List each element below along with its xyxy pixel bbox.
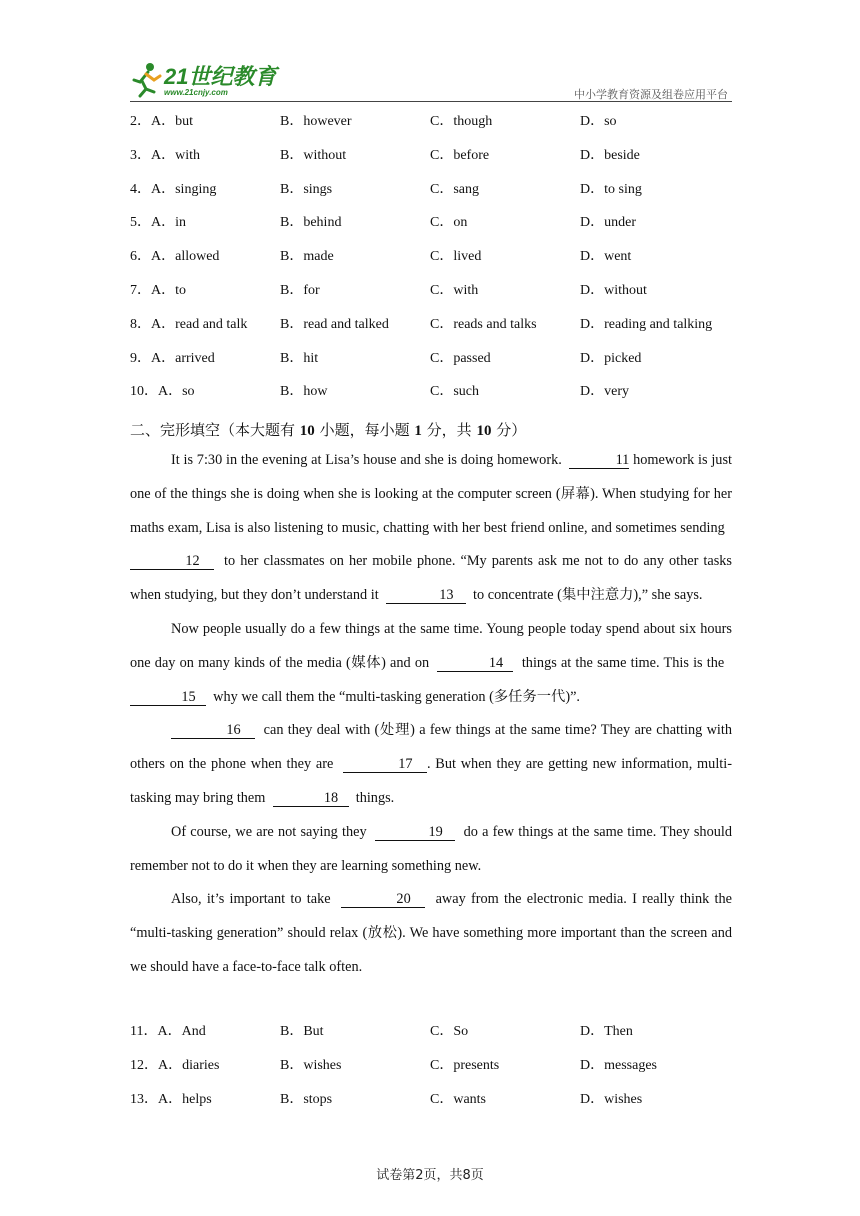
option-a[interactable] (130, 313, 247, 337)
blank-19[interactable]: 19 (375, 824, 455, 841)
option-c[interactable]: C．lived (430, 249, 482, 265)
question-number: 10． (130, 384, 158, 400)
option-c[interactable]: C．presents (430, 1057, 500, 1073)
option-a-text: A．with (151, 147, 200, 163)
question-row (130, 110, 740, 134)
blank-20[interactable]: 20 (341, 891, 425, 908)
option-d[interactable]: D．picked (580, 350, 642, 366)
option-a-text: A．but (151, 114, 193, 129)
option-d[interactable]: D．so (580, 114, 617, 129)
option-c[interactable]: C．So (430, 1024, 469, 1039)
question-row (130, 178, 740, 202)
question-number: 7． (130, 283, 151, 298)
logo-text: 21世纪教育 (164, 64, 277, 89)
blank-18[interactable]: 18 (273, 790, 349, 807)
question-row (130, 144, 740, 168)
option-d[interactable]: D．under (580, 215, 636, 231)
page-header (130, 62, 732, 102)
question-number: 9． (130, 350, 151, 366)
question-row (130, 211, 740, 235)
question-number: 3． (130, 147, 151, 163)
question-number: 11． (130, 1024, 158, 1039)
option-a[interactable] (130, 1054, 219, 1078)
option-a[interactable] (130, 380, 195, 404)
option-a[interactable] (130, 279, 186, 303)
blank-13[interactable]: 13 (386, 587, 466, 604)
question-number: 13． (130, 1091, 158, 1107)
option-c[interactable]: C．passed (430, 350, 491, 366)
runner-icon (130, 62, 164, 98)
question-number: 8． (130, 316, 151, 332)
paragraph-1: It is 7:30 in the evening at Lisa’s house and she is doing homework. 11 homework is just one of the things she is doing when she is looking at the computer screen (屏幕). When studying for her maths exam, Lisa is also listening to music, chatting with her best friend online, and sometimes sending 12 to her classmates on her mobile phone. “My parents ask me not to do any other tasks when studying, but they don’t understand it 13 to concentrate (集中注意力),” she says. (130, 452, 732, 604)
option-b[interactable]: B．how (280, 384, 328, 400)
option-c[interactable]: C．on (430, 215, 468, 231)
option-d[interactable]: D．reading and talking (580, 316, 713, 332)
option-a[interactable] (130, 1020, 206, 1044)
logo-url: www.21cnjy.com (164, 88, 228, 97)
option-b[interactable]: B．But (280, 1024, 324, 1039)
paragraph-4: Of course, we are not saying they 19 do a few things at the same time. They should remember not to do it when they are learning something new. (130, 823, 732, 874)
question-number: 2． (130, 114, 151, 129)
option-a[interactable] (130, 211, 186, 235)
option-b[interactable]: B．stops (280, 1091, 333, 1107)
option-a-text: A．so (158, 384, 195, 400)
question-row (130, 313, 740, 337)
option-d[interactable]: D．Then (580, 1024, 633, 1039)
logo (130, 62, 280, 100)
option-a-text: A．diaries (158, 1057, 220, 1073)
question-number: 12． (130, 1057, 158, 1073)
platform-label: 中小学教育资源及组卷应用平台 (574, 88, 728, 101)
option-b[interactable]: B．sings (280, 181, 333, 197)
option-b[interactable]: B．for (280, 283, 320, 298)
option-d[interactable]: D．without (580, 283, 647, 298)
paragraph-3: 16 can they deal with (处理) a few things at the same time? They are chatting with others on the phone when they are 17 . But when they are getting new information, multi-tasking may bring them 18 things. (130, 722, 732, 806)
question-row (130, 1088, 740, 1112)
question-number: 6． (130, 249, 151, 265)
option-c[interactable]: C．sang (430, 181, 479, 197)
option-c[interactable]: C．before (430, 147, 490, 163)
option-a-text: A．read and talk (151, 316, 248, 332)
blank-11[interactable]: 11 (569, 452, 629, 469)
option-b[interactable]: B．made (280, 249, 334, 265)
option-b[interactable]: B．without (280, 147, 347, 163)
paragraph-2: Now people usually do a few things at the same time. Young people today spend about six hours one day on many kinds of the media (媒体) and on 14 things at the same time. This is the 15 why we call them the “multi-tasking generation (多任务一代)”. (130, 620, 732, 705)
page-footer: 试卷第2页，共8页 (376, 1168, 484, 1183)
blank-15[interactable]: 15 (130, 689, 206, 706)
option-a[interactable] (130, 110, 193, 134)
blank-17[interactable]: 17 (343, 756, 427, 773)
option-b[interactable]: B．wishes (280, 1057, 342, 1073)
option-a[interactable] (130, 178, 216, 202)
option-a-text: A．to (151, 283, 186, 298)
cloze-passage (130, 444, 732, 985)
blank-14[interactable]: 14 (437, 655, 513, 672)
question-row (130, 347, 740, 371)
option-d[interactable]: D．beside (580, 147, 640, 163)
question-row (130, 279, 740, 303)
option-d[interactable]: D．very (580, 384, 629, 400)
option-c[interactable]: C．though (430, 114, 493, 129)
option-d[interactable]: D．to sing (580, 181, 642, 197)
option-a[interactable] (130, 347, 215, 371)
option-a-text: A．in (151, 215, 186, 231)
question-number: 4． (130, 181, 151, 197)
paragraph-5: Also, it’s important to take 20 away from the electronic media. I really think the “multi-tasking generation” should relax (放松). We have something more important than the screen and we should have a face-to-face talk often. (130, 891, 732, 975)
question-row (130, 1020, 740, 1044)
section-title: 二、完形填空（本大题有 10 小题，每小题 1 分，共 10 分） (130, 421, 527, 439)
option-a-text: A．singing (151, 181, 217, 197)
question-row (130, 245, 740, 269)
question-row (130, 1054, 740, 1078)
option-b[interactable]: B．read and talked (280, 316, 389, 332)
option-b[interactable]: B．hit (280, 350, 319, 366)
option-d[interactable]: D．messages (580, 1057, 657, 1073)
blank-12[interactable]: 12 (130, 553, 214, 570)
question-row (130, 380, 740, 404)
option-a-text: A．allowed (151, 249, 220, 265)
option-c[interactable]: C．wants (430, 1091, 486, 1107)
option-a-text: A．arrived (151, 350, 215, 366)
option-d[interactable]: D．wishes (580, 1091, 643, 1107)
header-divider (130, 101, 732, 102)
option-b[interactable]: B．however (280, 114, 352, 129)
question-number: 5． (130, 215, 151, 231)
option-a[interactable] (130, 144, 200, 168)
option-d[interactable]: D．went (580, 249, 632, 265)
option-c[interactable]: C．such (430, 384, 479, 400)
option-a[interactable] (130, 1088, 212, 1112)
option-a-text: A．helps (158, 1091, 212, 1107)
option-c[interactable]: C．reads and talks (430, 316, 537, 332)
option-c[interactable]: C．with (430, 283, 479, 298)
blank-16[interactable]: 16 (171, 722, 255, 739)
option-b[interactable]: B．behind (280, 215, 342, 231)
option-a[interactable] (130, 245, 219, 269)
option-a-text: A．And (157, 1024, 206, 1039)
